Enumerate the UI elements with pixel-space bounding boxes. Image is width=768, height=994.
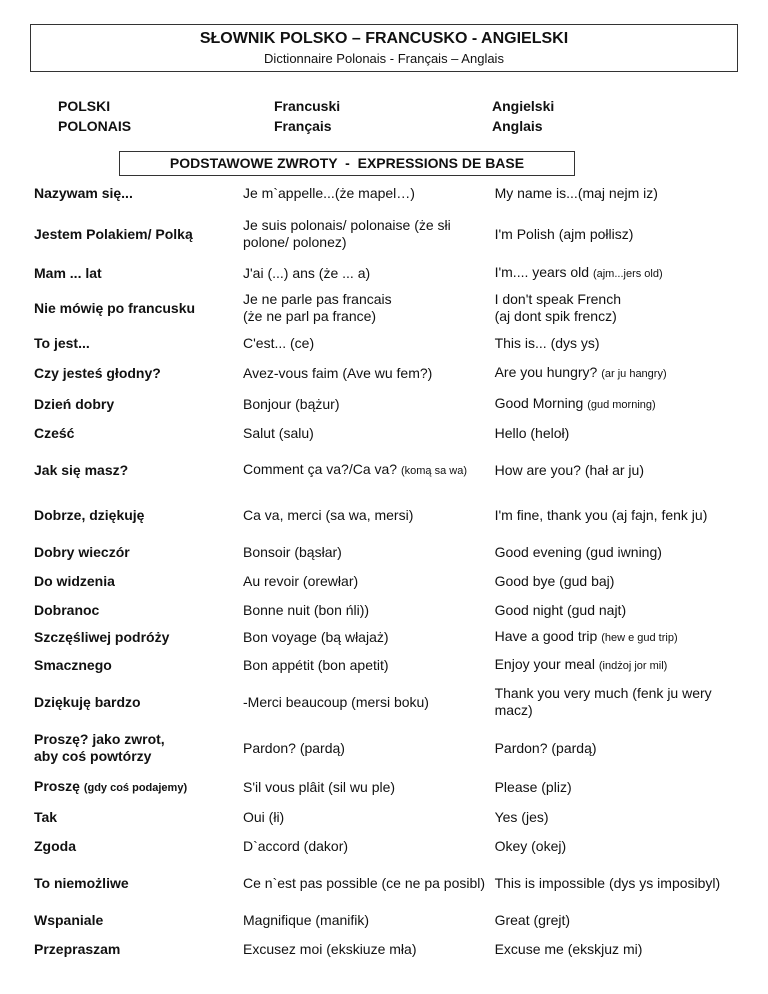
english-text: How are you? (hał ar ju) (494, 461, 644, 478)
polish-cell (34, 934, 243, 964)
english-cell (495, 492, 746, 538)
french-cell (243, 680, 495, 724)
english-note: (gud morning) (587, 398, 656, 411)
column-header-english-line2: Anglais (492, 118, 543, 134)
english-cell (495, 832, 746, 860)
english-cell (495, 650, 746, 680)
column-header-french-line2: Français (274, 118, 332, 134)
english-note: (indżoj jor mil) (598, 659, 668, 672)
polish-cell (34, 832, 243, 860)
polish-text: Dziękuję bardzo (34, 693, 141, 710)
french-text: Bon voyage (bą włajaż) (243, 628, 389, 645)
english-text: I'm.... years old (494, 263, 590, 280)
table-row (34, 832, 746, 860)
column-header-polish (58, 96, 131, 136)
polish-text: Proszę (34, 777, 80, 794)
english-cell (495, 724, 746, 772)
table-row (34, 356, 746, 390)
french-text: C'est... (ce) (243, 334, 315, 351)
english-cell (495, 330, 746, 356)
french-text: Bonsoir (bąsłar) (243, 543, 342, 560)
english-cell (495, 538, 746, 566)
english-cell (495, 680, 746, 724)
english-text-line2: (aj dont spik frencz) (494, 308, 617, 324)
polish-text: Jak się masz? (34, 461, 129, 478)
french-cell (243, 330, 495, 356)
french-text: Magnifique (manifik) (243, 911, 370, 928)
french-text: Pardon? (pardą) (243, 739, 345, 756)
french-text: J'ai (...) ans (że ... a) (243, 264, 371, 281)
french-text: Avez-vous faim (Ave wu fem?) (243, 364, 433, 381)
french-cell (243, 802, 495, 832)
table-row (34, 418, 746, 448)
polish-note: (gdy coś podajemy) (83, 781, 188, 794)
page-subtitle: Dictionnaire Polonais - Français – Anglais (264, 51, 504, 66)
english-text: Thank you very much (fenk ju wery macz) (494, 685, 712, 718)
polish-cell (34, 680, 243, 724)
table-row (34, 772, 746, 802)
polish-text: Proszę? jako zwrot, (34, 731, 165, 747)
english-text: Yes (jes) (494, 808, 549, 825)
french-cell (243, 208, 495, 260)
english-text: This is impossible (dys ys imposibyl) (494, 874, 721, 891)
polish-text: Zgoda (34, 837, 76, 854)
english-text: I'm fine, thank you (aj fajn, fenk ju) (494, 506, 708, 523)
polish-cell (34, 448, 243, 492)
english-note: (ar ju hangry) (601, 367, 667, 380)
polish-text: Szczęśliwej podróży (34, 628, 170, 645)
table-row (34, 538, 746, 566)
table-row (34, 624, 746, 650)
english-cell (495, 772, 746, 802)
french-text: Salut (salu) (243, 424, 314, 441)
column-header-french (274, 96, 340, 136)
polish-text: Dobry wieczór (34, 543, 130, 560)
english-cell (495, 596, 746, 624)
english-cell (495, 356, 746, 390)
french-cell (243, 724, 495, 772)
french-text: Excusez moi (ekskiuze mła) (243, 940, 417, 957)
polish-text: Jestem Polakiem/ Polką (34, 225, 193, 242)
english-cell (495, 624, 746, 650)
french-cell (243, 860, 495, 906)
title-box (30, 24, 738, 72)
french-cell (243, 934, 495, 964)
column-header-polish-line2: POLONAIS (58, 118, 132, 134)
polish-text: Dzień dobry (34, 395, 115, 412)
polish-text: Nie mówię po francusku (34, 299, 196, 316)
english-text: Good evening (gud iwning) (494, 543, 662, 560)
french-text: Bonne nuit (bon ńli)) (243, 601, 370, 618)
french-cell (243, 260, 495, 286)
dictionary-table (34, 178, 746, 964)
polish-cell (34, 418, 243, 448)
english-cell (495, 566, 746, 596)
polish-cell (34, 596, 243, 624)
english-note: (hew e gud trip) (601, 631, 678, 644)
table-row (34, 680, 746, 724)
polish-cell (34, 860, 243, 906)
polish-text: Nazywam się... (34, 184, 133, 201)
table-row (34, 286, 746, 330)
polish-cell (34, 208, 243, 260)
polish-cell (34, 650, 243, 680)
french-cell (243, 566, 495, 596)
french-cell (243, 624, 495, 650)
polish-cell (34, 286, 243, 330)
english-text: Are you hungry? (494, 363, 598, 380)
polish-text: Tak (34, 808, 58, 825)
table-row (34, 492, 746, 538)
english-cell (495, 390, 746, 418)
english-text: Please (pliz) (494, 778, 572, 795)
column-header-polish-line1: POLSKI (58, 98, 111, 114)
english-text: Okey (okej) (494, 837, 567, 854)
french-text: -Merci beaucoup (mersi boku) (243, 693, 429, 710)
table-row (34, 448, 746, 492)
polish-text: Mam ... lat (34, 264, 102, 281)
french-cell (243, 538, 495, 566)
polish-cell (34, 178, 243, 208)
french-text: Comment ça va?/Ca va? (243, 460, 398, 477)
english-cell (495, 934, 746, 964)
english-cell (495, 418, 746, 448)
polish-cell (34, 356, 243, 390)
french-text: Ce n`est pas possible (ce ne pa posibl) (243, 874, 486, 891)
polish-cell (34, 906, 243, 934)
english-text: Great (grejt) (494, 911, 571, 928)
english-cell (495, 286, 746, 330)
french-cell (243, 906, 495, 934)
polish-cell (34, 330, 243, 356)
english-cell (495, 448, 746, 492)
polish-text: Dobrze, dziękuję (34, 506, 145, 523)
english-text: Pardon? (pardą) (494, 739, 597, 756)
polish-text: Wspaniale (34, 911, 104, 928)
table-row (34, 566, 746, 596)
french-cell (243, 772, 495, 802)
column-header-english-line1: Angielski (492, 98, 555, 114)
polish-cell (34, 772, 243, 802)
polish-text: Do widzenia (34, 572, 115, 589)
english-text: My name is...(maj nejm iz) (494, 184, 658, 201)
table-row (34, 906, 746, 934)
french-cell (243, 448, 495, 492)
english-cell (495, 906, 746, 934)
english-cell (495, 260, 746, 286)
polish-text: To niemożliwe (34, 874, 129, 891)
table-row (34, 934, 746, 964)
section-title: PODSTAWOWE ZWROTY - EXPRESSIONS DE BASE (119, 151, 575, 176)
table-row (34, 724, 746, 772)
polish-cell (34, 624, 243, 650)
table-row (34, 650, 746, 680)
polish-cell (34, 724, 243, 772)
english-text: Good Morning (494, 394, 584, 411)
polish-cell (34, 566, 243, 596)
table-row (34, 178, 746, 208)
english-text: Good bye (gud baj) (494, 572, 615, 589)
table-row (34, 330, 746, 356)
polish-text: To jest... (34, 334, 90, 351)
polish-text: Przepraszam (34, 940, 121, 957)
polish-text: Dobranoc (34, 601, 100, 618)
english-cell (495, 178, 746, 208)
english-text: This is... (dys ys) (494, 334, 600, 351)
english-cell (495, 208, 746, 260)
english-text: Hello (heloł) (494, 424, 570, 441)
polish-cell (34, 492, 243, 538)
english-text: I'm Polish (ajm połlisz) (494, 225, 634, 242)
column-header-english (492, 96, 554, 136)
polish-text-line2: aby coś powtórzy (34, 748, 152, 764)
english-text: Have a good trip (494, 627, 598, 644)
french-text-line2: (że ne parl pa france) (243, 308, 377, 324)
french-text: Au revoir (orewłar) (243, 572, 359, 589)
french-text: Oui (łi) (243, 808, 285, 825)
french-cell (243, 832, 495, 860)
polish-cell (34, 538, 243, 566)
french-text: Bonjour (bążur) (243, 395, 340, 412)
french-cell (243, 650, 495, 680)
french-cell (243, 286, 495, 330)
column-header-french-line1: Francuski (274, 98, 341, 114)
french-cell (243, 418, 495, 448)
table-row (34, 260, 746, 286)
english-text: Enjoy your meal (494, 655, 595, 672)
table-row (34, 390, 746, 418)
table-row (34, 596, 746, 624)
table-row (34, 208, 746, 260)
english-text: Excuse me (ekskjuz mi) (494, 940, 643, 957)
table-row (34, 802, 746, 832)
english-text: I don't speak French (494, 291, 621, 307)
french-cell (243, 356, 495, 390)
french-text: S'il vous plâit (sil wu ple) (243, 778, 396, 795)
french-cell (243, 178, 495, 208)
english-note: (ajm...jers old) (592, 267, 663, 280)
french-cell (243, 390, 495, 418)
polish-text: Czy jesteś głodny? (34, 364, 161, 381)
page-title: SŁOWNIK POLSKO – FRANCUSKO - ANGIELSKI (199, 30, 569, 47)
english-text: Good night (gud najt) (494, 601, 627, 618)
french-cell (243, 596, 495, 624)
polish-text: Cześć (34, 424, 75, 441)
french-text: Je suis polonais/ polonaise (że słi polone/ polonez) (243, 217, 451, 250)
french-text: Je ne parle pas francais (243, 291, 392, 307)
polish-cell (34, 802, 243, 832)
french-text: Bon appétit (bon apetit) (243, 656, 389, 673)
french-text: D`accord (dakor) (243, 837, 349, 854)
table-row (34, 860, 746, 906)
polish-cell (34, 260, 243, 286)
french-note: (komą sa wa) (400, 464, 467, 477)
french-text: Ca va, merci (sa wa, mersi) (243, 506, 414, 523)
polish-cell (34, 390, 243, 418)
english-cell (495, 802, 746, 832)
english-cell (495, 860, 746, 906)
polish-text: Smacznego (34, 656, 112, 673)
french-cell (243, 492, 495, 538)
french-text: Je m`appelle...(że mapel…) (243, 184, 415, 201)
